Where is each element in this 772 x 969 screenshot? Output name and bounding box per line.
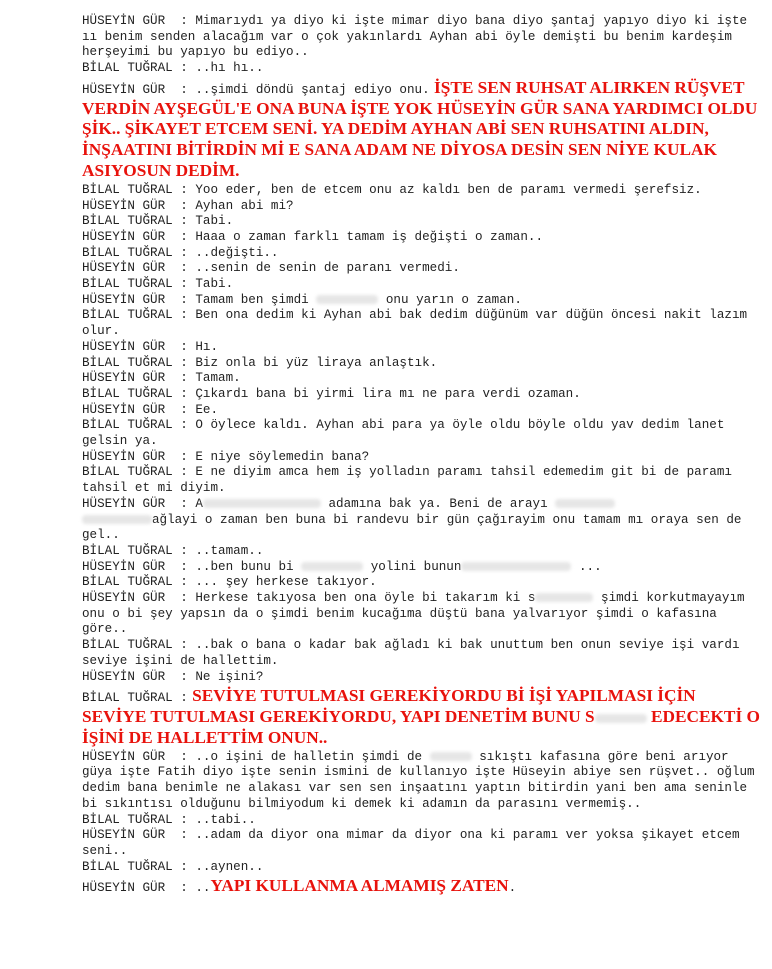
transcript-line [82, 750, 762, 813]
redaction [555, 499, 615, 508]
highlight-text: İŞTE SEN RUHSAT ALIRKEN RÜŞVET VERDİN AYŞEGÜL'E ONA BUNA İŞTE YOK HÜSEYİN GÜR SANA YARDIMCI OLDU ŞİK.. ŞİKAYET ETCEM SENİ. YA DEDİM AYHAN ABİ SEN RUHSATINI ALDIN, İNŞAATINI BİTİRDİN Mİ E SANA ADAM NE DİYOSA DESİN SEN NİYE KULAK ASIYOSUN DEDİM. [82, 77, 762, 180]
line-part: ... [571, 559, 602, 574]
transcript-line: HÜSEYİN GÜR : Mimarıydı ya diyo ki işte mimar diyo bana diyo şantaj yapıyo diyo ki işte ıı benim senden alacağım var o çok yakınlardı Ayhan abi öyle demişti bu benim kardeşim herşeyimi bu yapıyo bu ediyo.. [82, 14, 755, 60]
transcript-line: BİLAL TUĞRAL : ..bak o bana o kadar bak ağladı ki bak unuttum ben onun seviye işi vardı seviye işini de hallettim. [82, 638, 748, 668]
line-part: ağlayi o zaman ben buna bi randevu bir gün çağırayim onu tamam mı oraya sen de gel.. [82, 512, 750, 543]
transcript-line: BİLAL TUĞRAL : ..tamam.. [82, 543, 264, 558]
transcript-line [82, 497, 762, 544]
line-part: adamına bak ya. Beni de arayı [320, 496, 548, 511]
transcript-line: BİLAL TUĞRAL : ..tabi.. [82, 812, 256, 827]
redaction [301, 562, 363, 571]
line-part: HÜSEYİN GÜR : ..o işini de halletin şimdi de [82, 749, 430, 764]
transcript-line: HÜSEYİN GÜR : Ne işini? [82, 669, 264, 684]
transcript-line: BİLAL TUĞRAL : Yoo eder, ben de etcem onu az kaldı ben de paramı vermedi şerefsiz. [82, 182, 702, 197]
transcript-line: BİLAL TUĞRAL : Tabi. [82, 277, 234, 292]
line-part: şimdi korkutmayayım onu o bi şey yapsın da o şimdi benim kucağıma düştü bana yalvarıyor şimdi o kafasına göre.. [82, 591, 753, 637]
line-part: HÜSEYİN GÜR : A [82, 496, 203, 511]
redaction [82, 515, 152, 524]
highlight-line-3 [82, 876, 762, 897]
transcript-line: HÜSEYİN GÜR : E niye söylemedin bana? [82, 449, 370, 464]
line-part: HÜSEYİN GÜR : Herkese takıyosa ben ona öyle bi takarım ki s [82, 591, 536, 606]
transcript [82, 14, 765, 898]
line-part: HÜSEYİN GÜR : Tamam ben şimdi [82, 292, 317, 307]
transcript-line: BİLAL TUĞRAL : E ne diyim amca hem iş yolladın paramı tahsil edemedim git bi de paramı tahsil et mi diyim. [82, 465, 740, 496]
transcript-line: HÜSEYİN GÜR : Ayhan abi mi? [82, 198, 294, 213]
transcript-line: HÜSEYİN GÜR : Hı. [82, 339, 219, 354]
transcript-line: HÜSEYİN GÜR : ..adam da diyor ona mimar da diyor ona ki paramı ver yoksa şikayet etcem seni.. [82, 828, 748, 858]
transcript-line: BİLAL TUĞRAL : O öylece kaldı. Ayhan abi para ya öyle oldu böyle oldu yav dedim lanet gelsin ya. [82, 418, 732, 449]
line-prefix: BİLAL TUĞRAL : [82, 691, 188, 706]
line-prefix: HÜSEYİN GÜR : .. [82, 881, 211, 896]
transcript-line [82, 293, 762, 309]
redaction [203, 499, 321, 508]
redaction [595, 714, 647, 723]
transcript-line: BİLAL TUĞRAL : ..aynen.. [82, 859, 264, 874]
line-part: sıkıştı kafasına göre beni arıyor güya işte Fatih diyo işte senin ismini de kullanıyo işte Hüseyin abiye sen rüşvet.. oğlum dedim bana benimle ne alakası var sen sen inşaatını yaptın bitirdin yani ben ama seninle bi sıkıntısı olduğunu bilmiyodum ki demek ki adamın da parasını vermemiş.. [82, 749, 763, 811]
redaction [535, 593, 593, 602]
line-part: HÜSEYİN GÜR : ..ben bunu bi [82, 559, 302, 574]
transcript-line [82, 591, 762, 638]
line-prefix: HÜSEYİN GÜR : ..şimdi döndü şantaj ediyo onu. [82, 82, 430, 97]
line-part: . [508, 881, 517, 896]
highlight-text: SEVİYE TUTULMASI GEREKİYORDU Bİ İŞİ YAPILMASI İÇİN SEVİYE TUTULMASI GEREKİYORDU, YAPI DENETİM BUNU S [82, 686, 700, 727]
line-part: yolini bunun [363, 559, 462, 574]
transcript-line: HÜSEYİN GÜR : ..senin de senin de paranı vermedi. [82, 261, 460, 276]
transcript-line: BİLAL TUĞRAL : ..değişti.. [82, 245, 279, 260]
highlight-line-2 [82, 686, 765, 748]
transcript-line: BİLAL TUĞRAL : ... şey herkese takıyor. [82, 575, 377, 590]
transcript-line: HÜSEYİN GÜR : Ee. [82, 402, 219, 417]
highlight-text: EDECEKTİ O İŞİNİ DE HALLETTİM ONUN.. [82, 707, 765, 747]
redaction [316, 295, 378, 304]
line-part: onu yarın o zaman. [378, 292, 522, 307]
redaction [430, 752, 472, 761]
highlight-line-1 [82, 78, 762, 182]
transcript-line: BİLAL TUĞRAL : Ben ona dedim ki Ayhan abi bak dedim düğünüm var düğün öncesi nakit lazım olur. [82, 308, 755, 339]
transcript-line: BİLAL TUĞRAL : Tabi. [82, 214, 234, 229]
transcript-line: BİLAL TUĞRAL : ..hı hı.. [82, 61, 264, 76]
transcript-line: BİLAL TUĞRAL : Biz onla bi yüz liraya anlaştık. [82, 355, 438, 370]
highlight-text: YAPI KULLANMA ALMAMIŞ ZATEN [210, 876, 509, 896]
transcript-line [82, 560, 762, 576]
transcript-line: BİLAL TUĞRAL : Çıkardı bana bi yirmi lira mı ne para verdi ozaman. [82, 386, 581, 401]
transcript-line: HÜSEYİN GÜR : Haaa o zaman farklı tamam iş değişti o zaman.. [82, 229, 544, 244]
transcript-line: HÜSEYİN GÜR : Tamam. [82, 371, 241, 386]
redaction [461, 562, 571, 571]
